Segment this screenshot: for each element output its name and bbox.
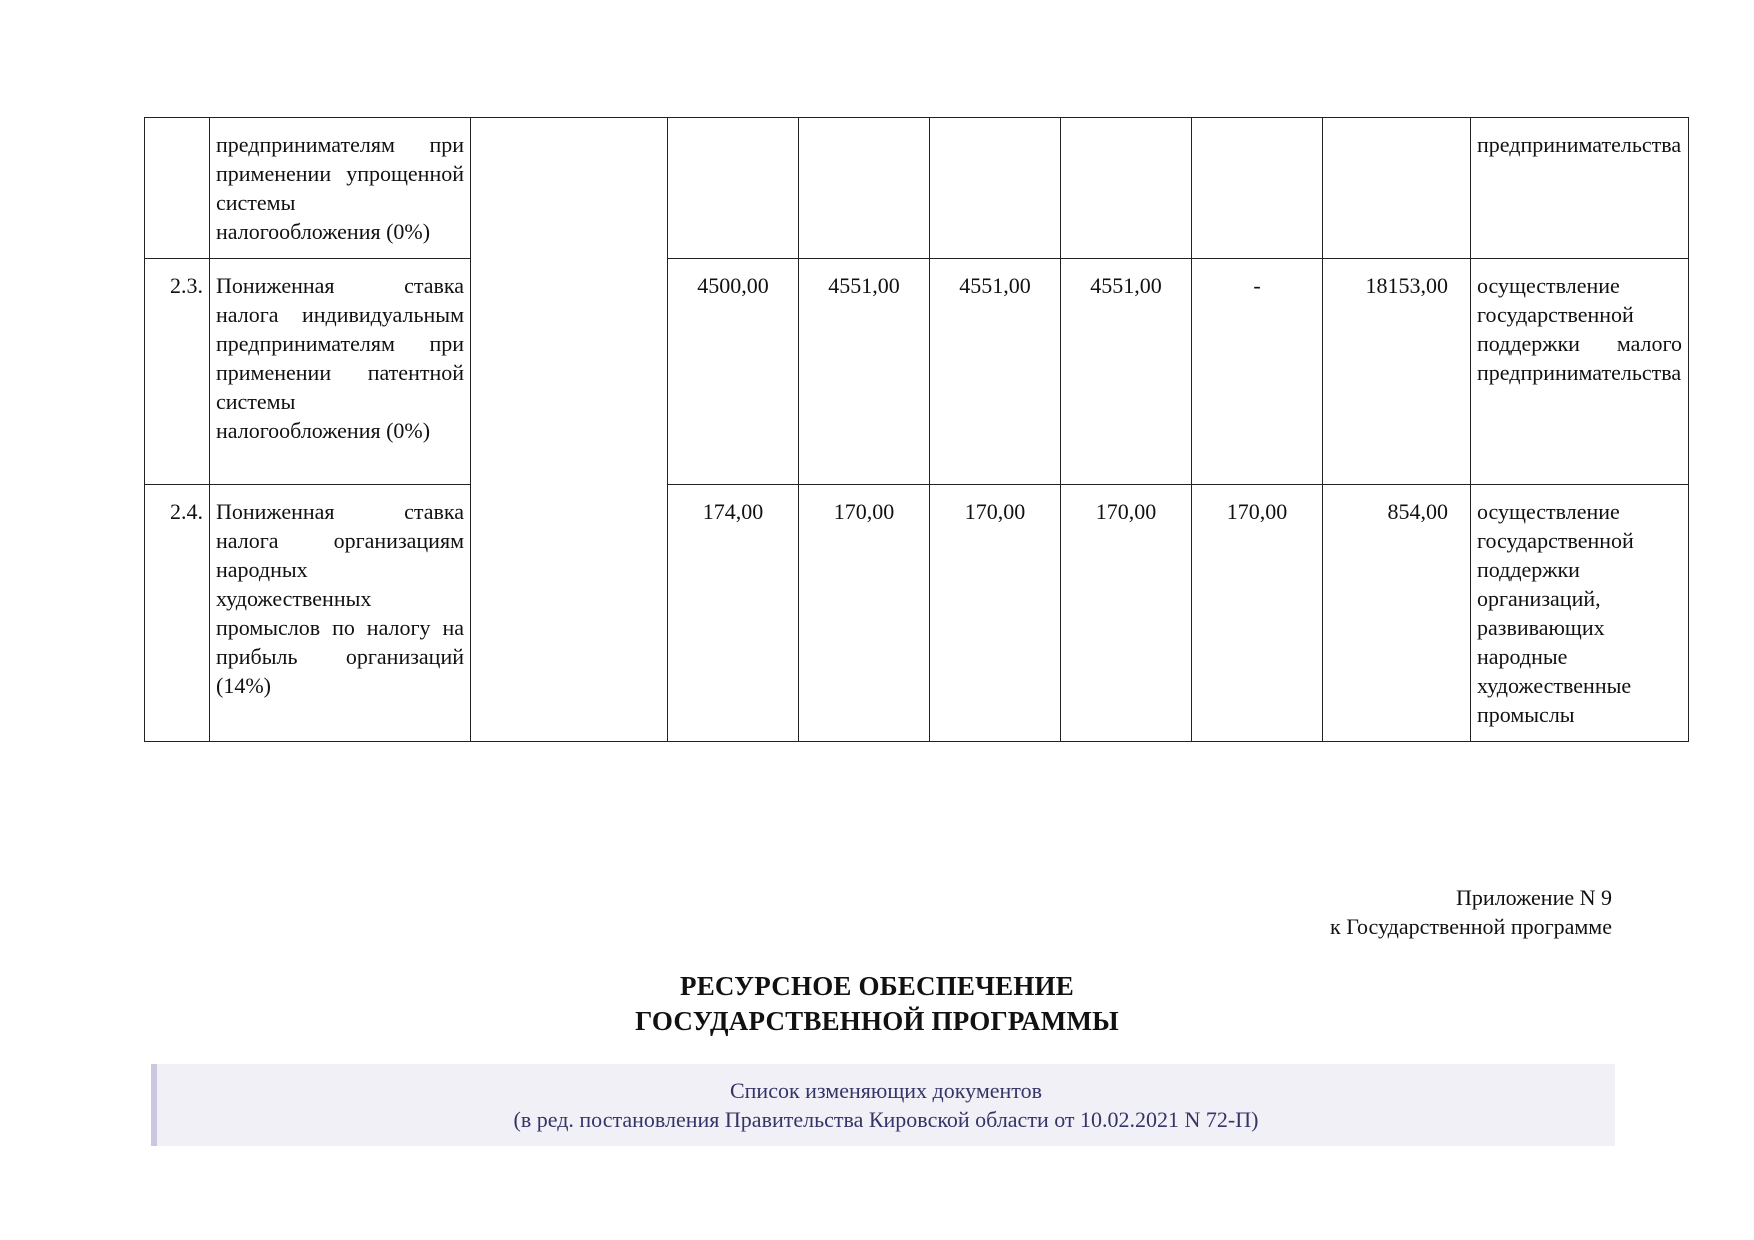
amendments-box <box>151 1064 1615 1146</box>
table-row <box>145 259 1689 485</box>
appendix-number: Приложение N 9 <box>1456 885 1612 910</box>
value-cell: 4551,00 <box>1061 259 1192 485</box>
total-cell <box>1323 118 1471 259</box>
value-cell <box>668 118 799 259</box>
appendix-reference <box>1330 883 1612 941</box>
goal-cell: предпринимательства <box>1471 118 1689 259</box>
appendix-program: к Государственной программе <box>1330 914 1612 939</box>
row-name: предпринимателям при применении упрощенной системы налогообложения (0%) <box>210 118 471 259</box>
goal-cell: осуществление государственной поддержки малого предпринимательства <box>1471 259 1689 485</box>
value-cell: 170,00 <box>799 485 930 742</box>
merged-empty-cell <box>471 118 668 742</box>
value-cell: 170,00 <box>1192 485 1323 742</box>
row-number <box>145 118 210 259</box>
row-name: Пониженная ставка налога организациям народных художественных промыслов по налогу на прибыль организаций (14%) <box>210 485 471 742</box>
table-row <box>145 485 1689 742</box>
table-row <box>145 118 1689 259</box>
row-number: 2.3. <box>145 259 210 485</box>
row-number: 2.4. <box>145 485 210 742</box>
title-line-1: РЕСУРСНОЕ ОБЕСПЕЧЕНИЕ <box>680 971 1074 1001</box>
value-cell <box>799 118 930 259</box>
amendments-heading: Список изменяющих документов <box>729 1078 1042 1103</box>
total-cell: 18153,00 <box>1323 259 1471 485</box>
value-cell: 174,00 <box>668 485 799 742</box>
title-line-2: ГОСУДАРСТВЕННОЙ ПРОГРАММЫ <box>635 1006 1119 1036</box>
row-name: Пониженная ставка налога индивидуальным предпринимателям при применении патентной системы налогообложения (0%) <box>210 259 471 485</box>
value-cell <box>1061 118 1192 259</box>
tax-benefits-table <box>144 117 1689 742</box>
value-cell <box>1192 118 1323 259</box>
value-cell: 4551,00 <box>799 259 930 485</box>
value-cell: 170,00 <box>930 485 1061 742</box>
page-title <box>0 969 1754 1039</box>
value-cell <box>930 118 1061 259</box>
total-cell: 854,00 <box>1323 485 1471 742</box>
value-cell: 4500,00 <box>668 259 799 485</box>
value-cell: - <box>1192 259 1323 485</box>
amendments-text: (в ред. постановления Правительства Кировской области от 10.02.2021 N 72-П) <box>513 1107 1259 1132</box>
value-cell: 170,00 <box>1061 485 1192 742</box>
goal-cell: осуществление государственной поддержки организаций, развивающих народные художественные промыслы <box>1471 485 1689 742</box>
value-cell: 4551,00 <box>930 259 1061 485</box>
